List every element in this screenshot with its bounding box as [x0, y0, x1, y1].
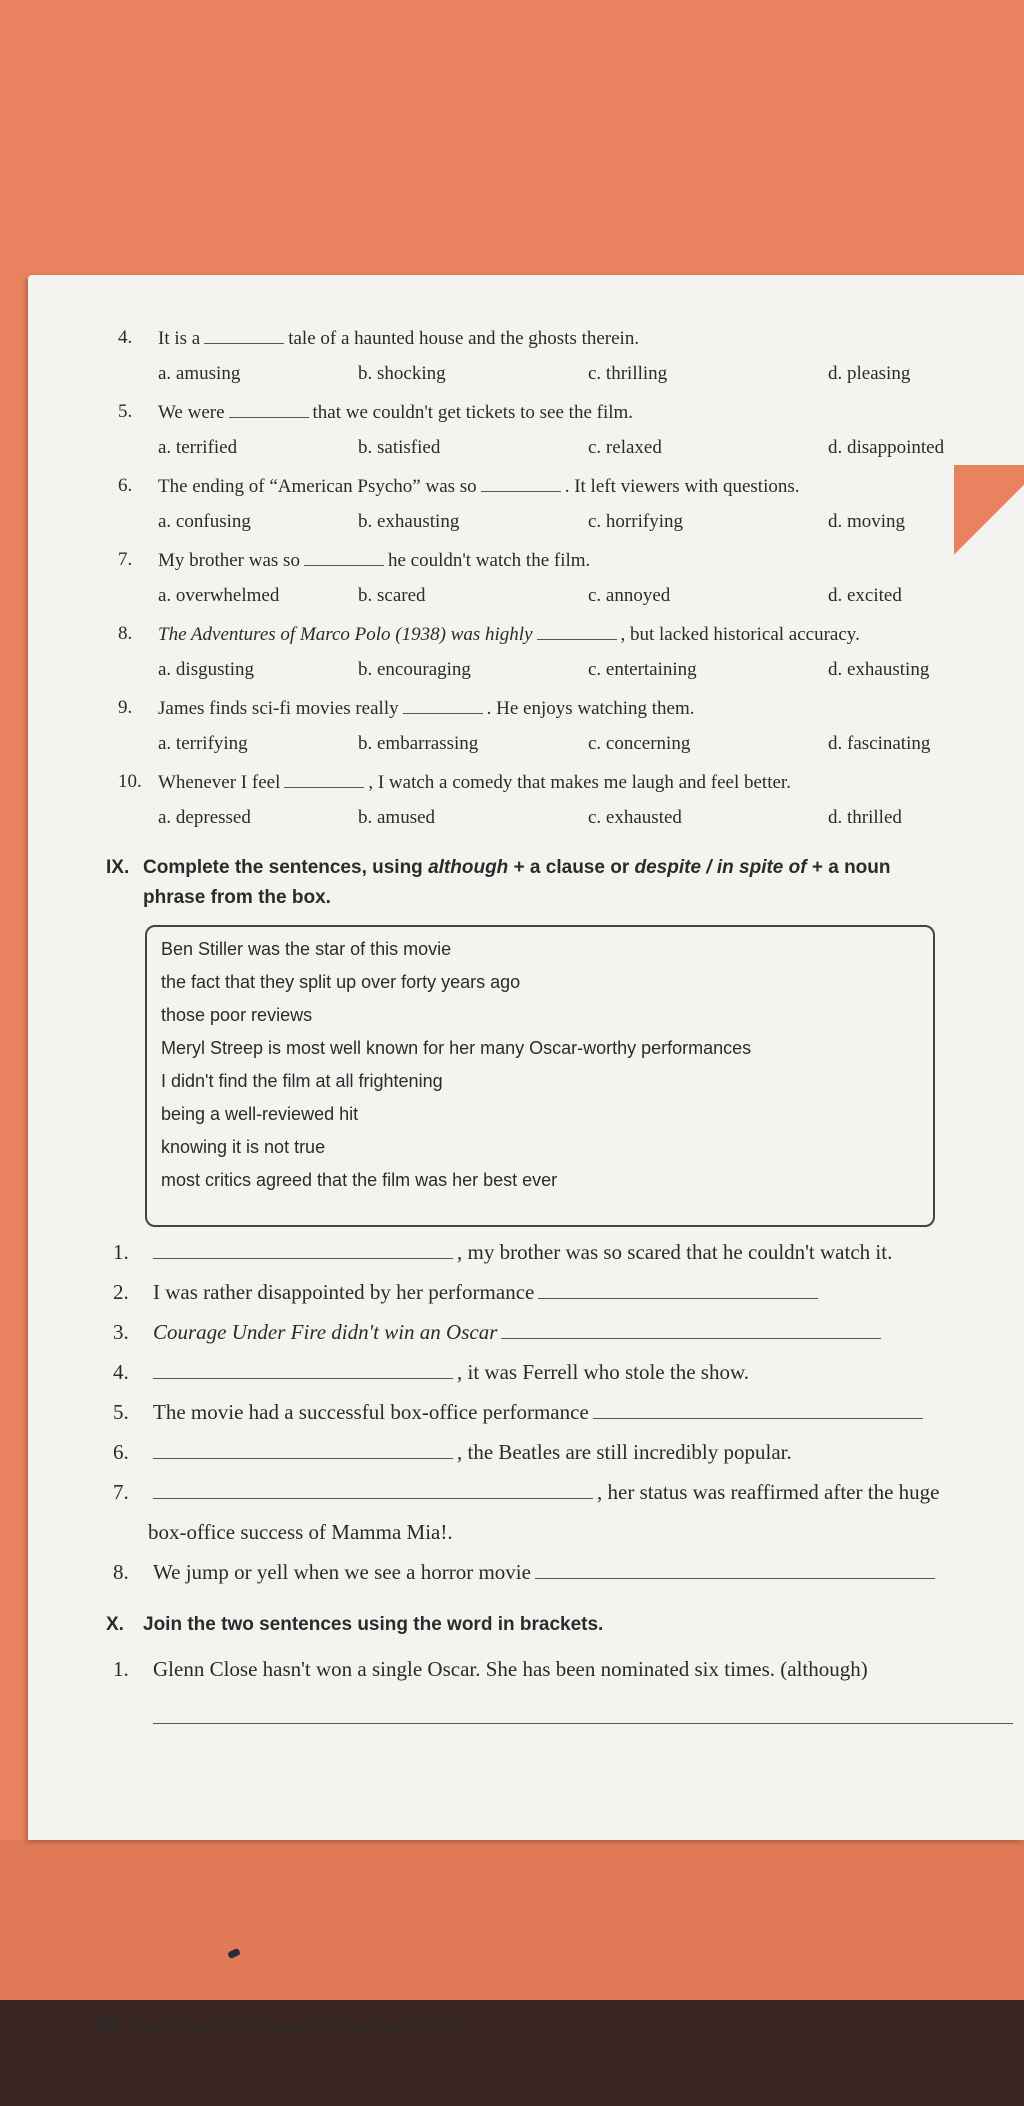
question-row [118, 623, 1018, 657]
exercise-x-title-text: Join the two sentences using the word in brackets. [143, 1614, 604, 1635]
question-text-post: . It left viewers with questions. [564, 476, 800, 497]
option-d[interactable]: d. excited [828, 585, 902, 606]
option-row [158, 733, 1018, 763]
question-number: 7. [118, 549, 133, 570]
phrase-item: I didn't find the film at all frightening [161, 1071, 443, 1091]
sentence-text: The movie had a successful box-office performance [153, 1400, 589, 1424]
ix-sentence-5 [113, 1400, 1024, 1440]
sentence-text: , the Beatles are still incredibly popular. [457, 1440, 792, 1464]
option-a[interactable]: a. confusing [158, 511, 251, 532]
sentence-number: 4. [113, 1360, 129, 1384]
phrase-item: the fact that they split up over forty years ago [161, 972, 521, 992]
answer-blank[interactable] [403, 697, 483, 714]
question-text-post: he couldn't watch the film. [387, 550, 591, 571]
sentence-text: We jump or yell when we see a horror movie [153, 1560, 531, 1584]
phrase-item: most critics agreed that the film was her best ever [161, 1170, 558, 1190]
answer-blank[interactable] [153, 1705, 1013, 1724]
option-c[interactable]: c. annoyed [588, 585, 671, 606]
option-d[interactable]: d. moving [828, 511, 906, 532]
exercise-ix-title-mid: + a clause or [513, 857, 630, 878]
question-text-pre: The ending of “American Psycho” was so [158, 476, 477, 497]
question-text [158, 623, 860, 646]
option-d[interactable]: d. thrilled [828, 807, 902, 828]
phrase-item: those poor reviews [161, 1005, 313, 1025]
option-row [158, 437, 1018, 467]
exercise-x-title [106, 1610, 1023, 1640]
answer-blank[interactable] [153, 1480, 593, 1499]
question-text-post: . He enjoys watching them. [486, 698, 695, 719]
option-c[interactable]: c. entertaining [588, 659, 697, 680]
phrase-item: knowing it is not true [161, 1137, 326, 1157]
page-footer [93, 2013, 468, 2041]
answer-blank[interactable] [537, 623, 617, 640]
option-c[interactable]: c. exhausted [588, 807, 682, 828]
option-a[interactable]: a. terrified [158, 437, 238, 458]
question-text [158, 771, 791, 794]
question-text-post: that we couldn't get tickets to see the film. [312, 402, 634, 423]
footer-bullet: • [124, 2018, 131, 2038]
sentence-number: 2. [113, 1280, 129, 1304]
exercise-ix-title-post: + a noun [811, 857, 891, 878]
answer-blank[interactable] [229, 401, 309, 418]
sentence-number: 6. [113, 1440, 129, 1464]
question-text-pre: James finds sci-fi movies really [158, 698, 399, 719]
option-b[interactable]: b. encouraging [358, 659, 471, 680]
ix-sentence-1 [113, 1240, 1024, 1280]
question-number: 5. [118, 401, 133, 422]
option-d[interactable]: d. pleasing [828, 363, 911, 384]
question-text [158, 697, 695, 720]
question-text-pre: Whenever I feel [158, 772, 281, 793]
question-number: 9. [118, 697, 133, 718]
question-number: 6. [118, 475, 133, 496]
sentence-text: , her status was reaffirmed after the huge [597, 1480, 940, 1504]
option-b[interactable]: b. amused [358, 807, 436, 828]
ix-sentence-8 [113, 1560, 1024, 1600]
option-b[interactable]: b. shocking [358, 363, 446, 384]
option-d[interactable]: d. exhausting [828, 659, 930, 680]
exercise-ix-title-pre: Complete the sentences, using [143, 857, 423, 878]
question-number: 4. [118, 327, 133, 348]
exercise-x-number: X. [106, 1614, 124, 1635]
option-b[interactable]: b. satisfied [358, 437, 441, 458]
question-text-pre: My brother was so [158, 550, 300, 571]
option-row [158, 807, 1018, 837]
book-title: BÀI TẬP TIẾNG ANH 7 - PHẦN BÀI TẬP [135, 2018, 469, 2038]
option-a[interactable]: a. depressed [158, 807, 251, 828]
answer-blank[interactable] [501, 1320, 881, 1339]
option-b[interactable]: b. scared [358, 585, 426, 606]
ix-sentence-6 [113, 1440, 1024, 1480]
option-row [158, 363, 1018, 393]
question-text-pre: It is a [158, 328, 201, 349]
option-a[interactable]: a. amusing [158, 363, 241, 384]
answer-blank[interactable] [535, 1560, 935, 1579]
sentence-text: , my brother was so scared that he couldn't watch it. [457, 1240, 893, 1264]
answer-blank[interactable] [204, 327, 284, 344]
option-row [158, 511, 1018, 541]
question-text [158, 327, 639, 350]
question-row [118, 549, 1018, 583]
option-d[interactable]: d. fascinating [828, 733, 931, 754]
question-row [118, 771, 1018, 805]
question-text-post: , but lacked historical accuracy. [620, 624, 860, 645]
sentence-number: 1. [113, 1657, 129, 1681]
question-row [118, 401, 1018, 435]
option-a[interactable]: a. overwhelmed [158, 585, 280, 606]
question-number: 10. [118, 771, 142, 792]
phrase-item: Ben Stiller was the star of this movie [161, 939, 452, 959]
x-item-1 [113, 1657, 1024, 1697]
phrase-item: being a well-reviewed hit [161, 1104, 359, 1124]
question-text-post: tale of a haunted house and the ghosts therein. [288, 328, 640, 349]
answer-blank[interactable] [284, 771, 364, 788]
option-c[interactable]: c. horrifying [588, 511, 683, 532]
answer-blank[interactable] [538, 1280, 818, 1299]
sentence-text: Glenn Close hasn't won a single Oscar. She has been nominated six times. (although) [153, 1657, 868, 1681]
sentence-text: I was rather disappointed by her performance [153, 1280, 535, 1304]
sentence-number: 5. [113, 1400, 129, 1424]
ix-sentence-4 [113, 1360, 1024, 1400]
ix-sentence-2 [113, 1280, 1024, 1320]
sentence-text: box-office success of Mamma Mia!. [148, 1520, 453, 1544]
answer-blank[interactable] [304, 549, 384, 566]
sentence-text: Courage Under Fire didn't win an Oscar [153, 1320, 498, 1344]
question-number: 8. [118, 623, 133, 644]
sentence-number: 8. [113, 1560, 129, 1584]
option-c[interactable]: c. relaxed [588, 437, 662, 458]
phrase-box [145, 925, 935, 1227]
question-row [118, 327, 1018, 361]
answer-blank[interactable] [153, 1240, 453, 1259]
option-row [158, 585, 1018, 615]
question-row [118, 697, 1018, 731]
phrase-item: Meryl Streep is most well known for her many Oscar-worthy performances [161, 1038, 752, 1058]
exercise-ix-number: IX. [106, 857, 130, 878]
option-d[interactable]: d. disappointed [828, 437, 945, 458]
question-text-pre: We were [158, 402, 225, 423]
sentence-number: 3. [113, 1320, 129, 1344]
ix-sentence-3 [113, 1320, 1024, 1360]
sentence-number: 7. [113, 1480, 129, 1504]
option-c[interactable]: c. concerning [588, 733, 691, 754]
ix-sentence-7-continued [113, 1520, 1024, 1560]
sentence-number: 1. [113, 1240, 129, 1264]
option-row [158, 659, 1018, 689]
option-c[interactable]: c. thrilling [588, 363, 668, 384]
workbook-page [28, 275, 1024, 2040]
sentence-text: , it was Ferrell who stole the show. [457, 1360, 750, 1384]
option-b[interactable]: b. embarrassing [358, 733, 479, 754]
exercise-ix-title-line2: phrase from the box. [143, 887, 331, 908]
exercise-ix-title-despite: despite / in spite of [634, 857, 807, 878]
x-item-1-answer [113, 1705, 1024, 1745]
option-a[interactable]: a. disgusting [158, 659, 255, 680]
question-text-post: , I watch a comedy that makes me laugh and feel better. [368, 772, 791, 793]
answer-blank[interactable] [153, 1360, 453, 1379]
exercise-ix-title-although: although [428, 857, 509, 878]
question-text-pre: The Adventures of Marco Polo (1938) was highly [158, 624, 533, 645]
exercise-ix-title [106, 853, 1023, 913]
option-a[interactable]: a. terrifying [158, 733, 248, 754]
option-b[interactable]: b. exhausting [358, 511, 460, 532]
ix-sentence-7 [113, 1480, 1024, 1520]
question-text [158, 401, 633, 424]
question-text [158, 549, 590, 572]
question-text [158, 475, 800, 498]
answer-blank[interactable] [481, 475, 561, 492]
page-number: 24 [93, 2013, 120, 2040]
answer-blank[interactable] [593, 1400, 923, 1419]
answer-blank[interactable] [153, 1440, 453, 1459]
question-row [118, 475, 1018, 509]
